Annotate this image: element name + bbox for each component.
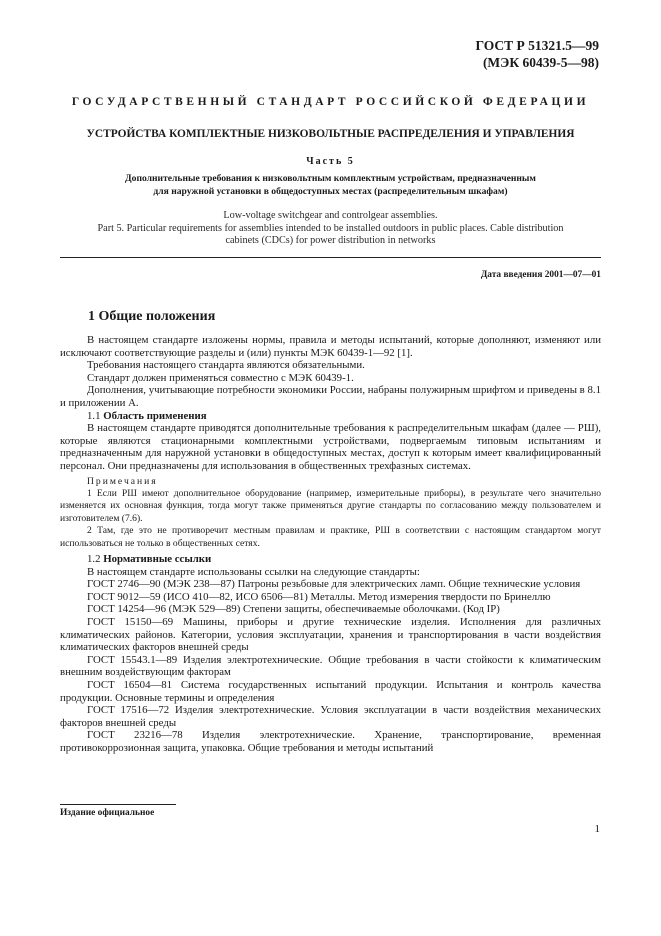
note-item: 1 Если РШ имеют дополнительное оборудование (например, измерительные приборы), в результате чего значительно изменяется их основная функция, тогда могут также применяться другие стандарты по согласованию между пользователем и изготовителем (7.6).	[60, 487, 601, 524]
reference-item: ГОСТ 2746—90 (МЭК 238—87) Патроны резьбовые для электрических ламп. Общие технические условия	[87, 578, 581, 591]
part-subtitle-line: Дополнительные требования к низковольтным комплектным устройствам, предназначенным	[125, 173, 536, 184]
clause-title: Нормативные ссылки	[103, 552, 212, 565]
part-subtitle-line: для наружной установки в общедоступных местах (распределительным шкафам)	[153, 186, 508, 197]
english-title	[60, 210, 601, 248]
paragraph: В настоящем стандарте приводятся дополнительные требования к распределительным шкафам (далее — РШ), которые являются стационарными комплектными устройствами, подвергаемым типовым испытаниям и предназначенным для наружной установки в общедоступных местах, доступ к которым имеет квалифицированный персонал. Они предназначены для использования в общественных трехфазных системах.	[60, 422, 601, 472]
english-title-line: Low-voltage switchgear and controlgear assemblies.	[223, 210, 438, 221]
clause-heading	[60, 410, 601, 423]
paragraph: Дополнения, учитывающие потребности экономики России, набраны полужирным шрифтом и приведены в 8.1 и приложении А.	[60, 384, 601, 409]
reference-item: ГОСТ 15150—69 Машины, приборы и другие технические изделия. Исполнения для различных климатических районов. Категории, условия эксплуатации, хранения и транспортирования в части воздействия климатических факторов внешней среды	[60, 615, 601, 654]
designation-gost: ГОСТ Р 51321.5—99	[475, 38, 599, 53]
paragraph: Требования настоящего стандарта являются обязательными.	[87, 359, 365, 372]
header-divider	[60, 257, 601, 258]
document-title: УСТРОЙСТВА КОМПЛЕКТНЫЕ НИЗКОВОЛЬТНЫЕ РАСПРЕДЕЛЕНИЯ И УПРАВЛЕНИЯ	[86, 128, 575, 140]
clause-heading	[60, 553, 601, 566]
section-body	[60, 334, 601, 754]
note-item: 2 Там, где это не противоречит местным правилам и практике, РШ в соответствии с настоящим стандартом могут использоваться не только в общественных сетях.	[60, 525, 601, 549]
paragraph: В настоящем стандарте изложены нормы, правила и методы испытаний, которые дополняют, изменяют или исключают соответствующие разделы и (или) пункты МЭК 60439-1—92 [1].	[60, 334, 601, 359]
state-standard-heading: ГОСУДАРСТВЕННЫЙ СТАНДАРТ РОССИЙСКОЙ ФЕДЕРАЦИИ	[71, 96, 590, 108]
designation-iec: (МЭК 60439-5—98)	[482, 55, 599, 70]
english-title-line: Part 5. Particular requirements for assemblies intended to be installed outdoors in public places. Cable distribution	[97, 222, 564, 234]
clause-number: 1.2	[87, 552, 101, 565]
part-subtitle	[60, 172, 601, 198]
clause-number: 1.1	[87, 409, 101, 422]
paragraph: В настоящем стандарте использованы ссылки на следующие стандарты:	[87, 565, 420, 578]
reference-item: ГОСТ 23216—78 Изделия электротехнические. Хранение, транспортирование, временная противокоррозионная защита, упаковка. Общие требования и методы испытаний	[60, 729, 601, 754]
section-heading: 1 Общие положения	[88, 309, 216, 324]
reference-item: ГОСТ 17516—72 Изделия электротехнические. Условия эксплуатации в части воздействия механических факторов внешней среды	[60, 704, 601, 729]
page-number: 1	[594, 823, 600, 835]
reference-item: ГОСТ 9012—59 (ИСО 410—82, ИСО 6506—81) Металлы. Метод измерения твердости по Бринеллю	[87, 590, 551, 603]
reference-item: ГОСТ 16504—81 Система государственных испытаний продукции. Испытания и контроль качества продукции. Основные термины и определения	[60, 678, 601, 704]
notes-label: Примечания	[87, 475, 158, 487]
part-label: Часть 5	[306, 156, 355, 167]
reference-item: ГОСТ 14254—96 (МЭК 529—89) Степени защиты, обеспечиваемые оболочками. (Код IP)	[87, 603, 500, 616]
standard-designation	[475, 37, 599, 71]
official-edition-label: Издание официальное	[60, 808, 155, 818]
clause-title: Область применения	[103, 409, 207, 422]
reference-item: ГОСТ 15543.1—89 Изделия электротехнические. Общие требования в части стойкости к климатическим внешним воздействующим факторам	[60, 653, 601, 679]
english-title-line: cabinets (CDCs) for power distribution in networks	[225, 235, 436, 246]
footer-divider	[60, 804, 176, 805]
paragraph: Стандарт должен применяться совместно с МЭК 60439-1.	[87, 371, 354, 384]
introduction-date: Дата введения 2001—07—01	[480, 270, 601, 280]
